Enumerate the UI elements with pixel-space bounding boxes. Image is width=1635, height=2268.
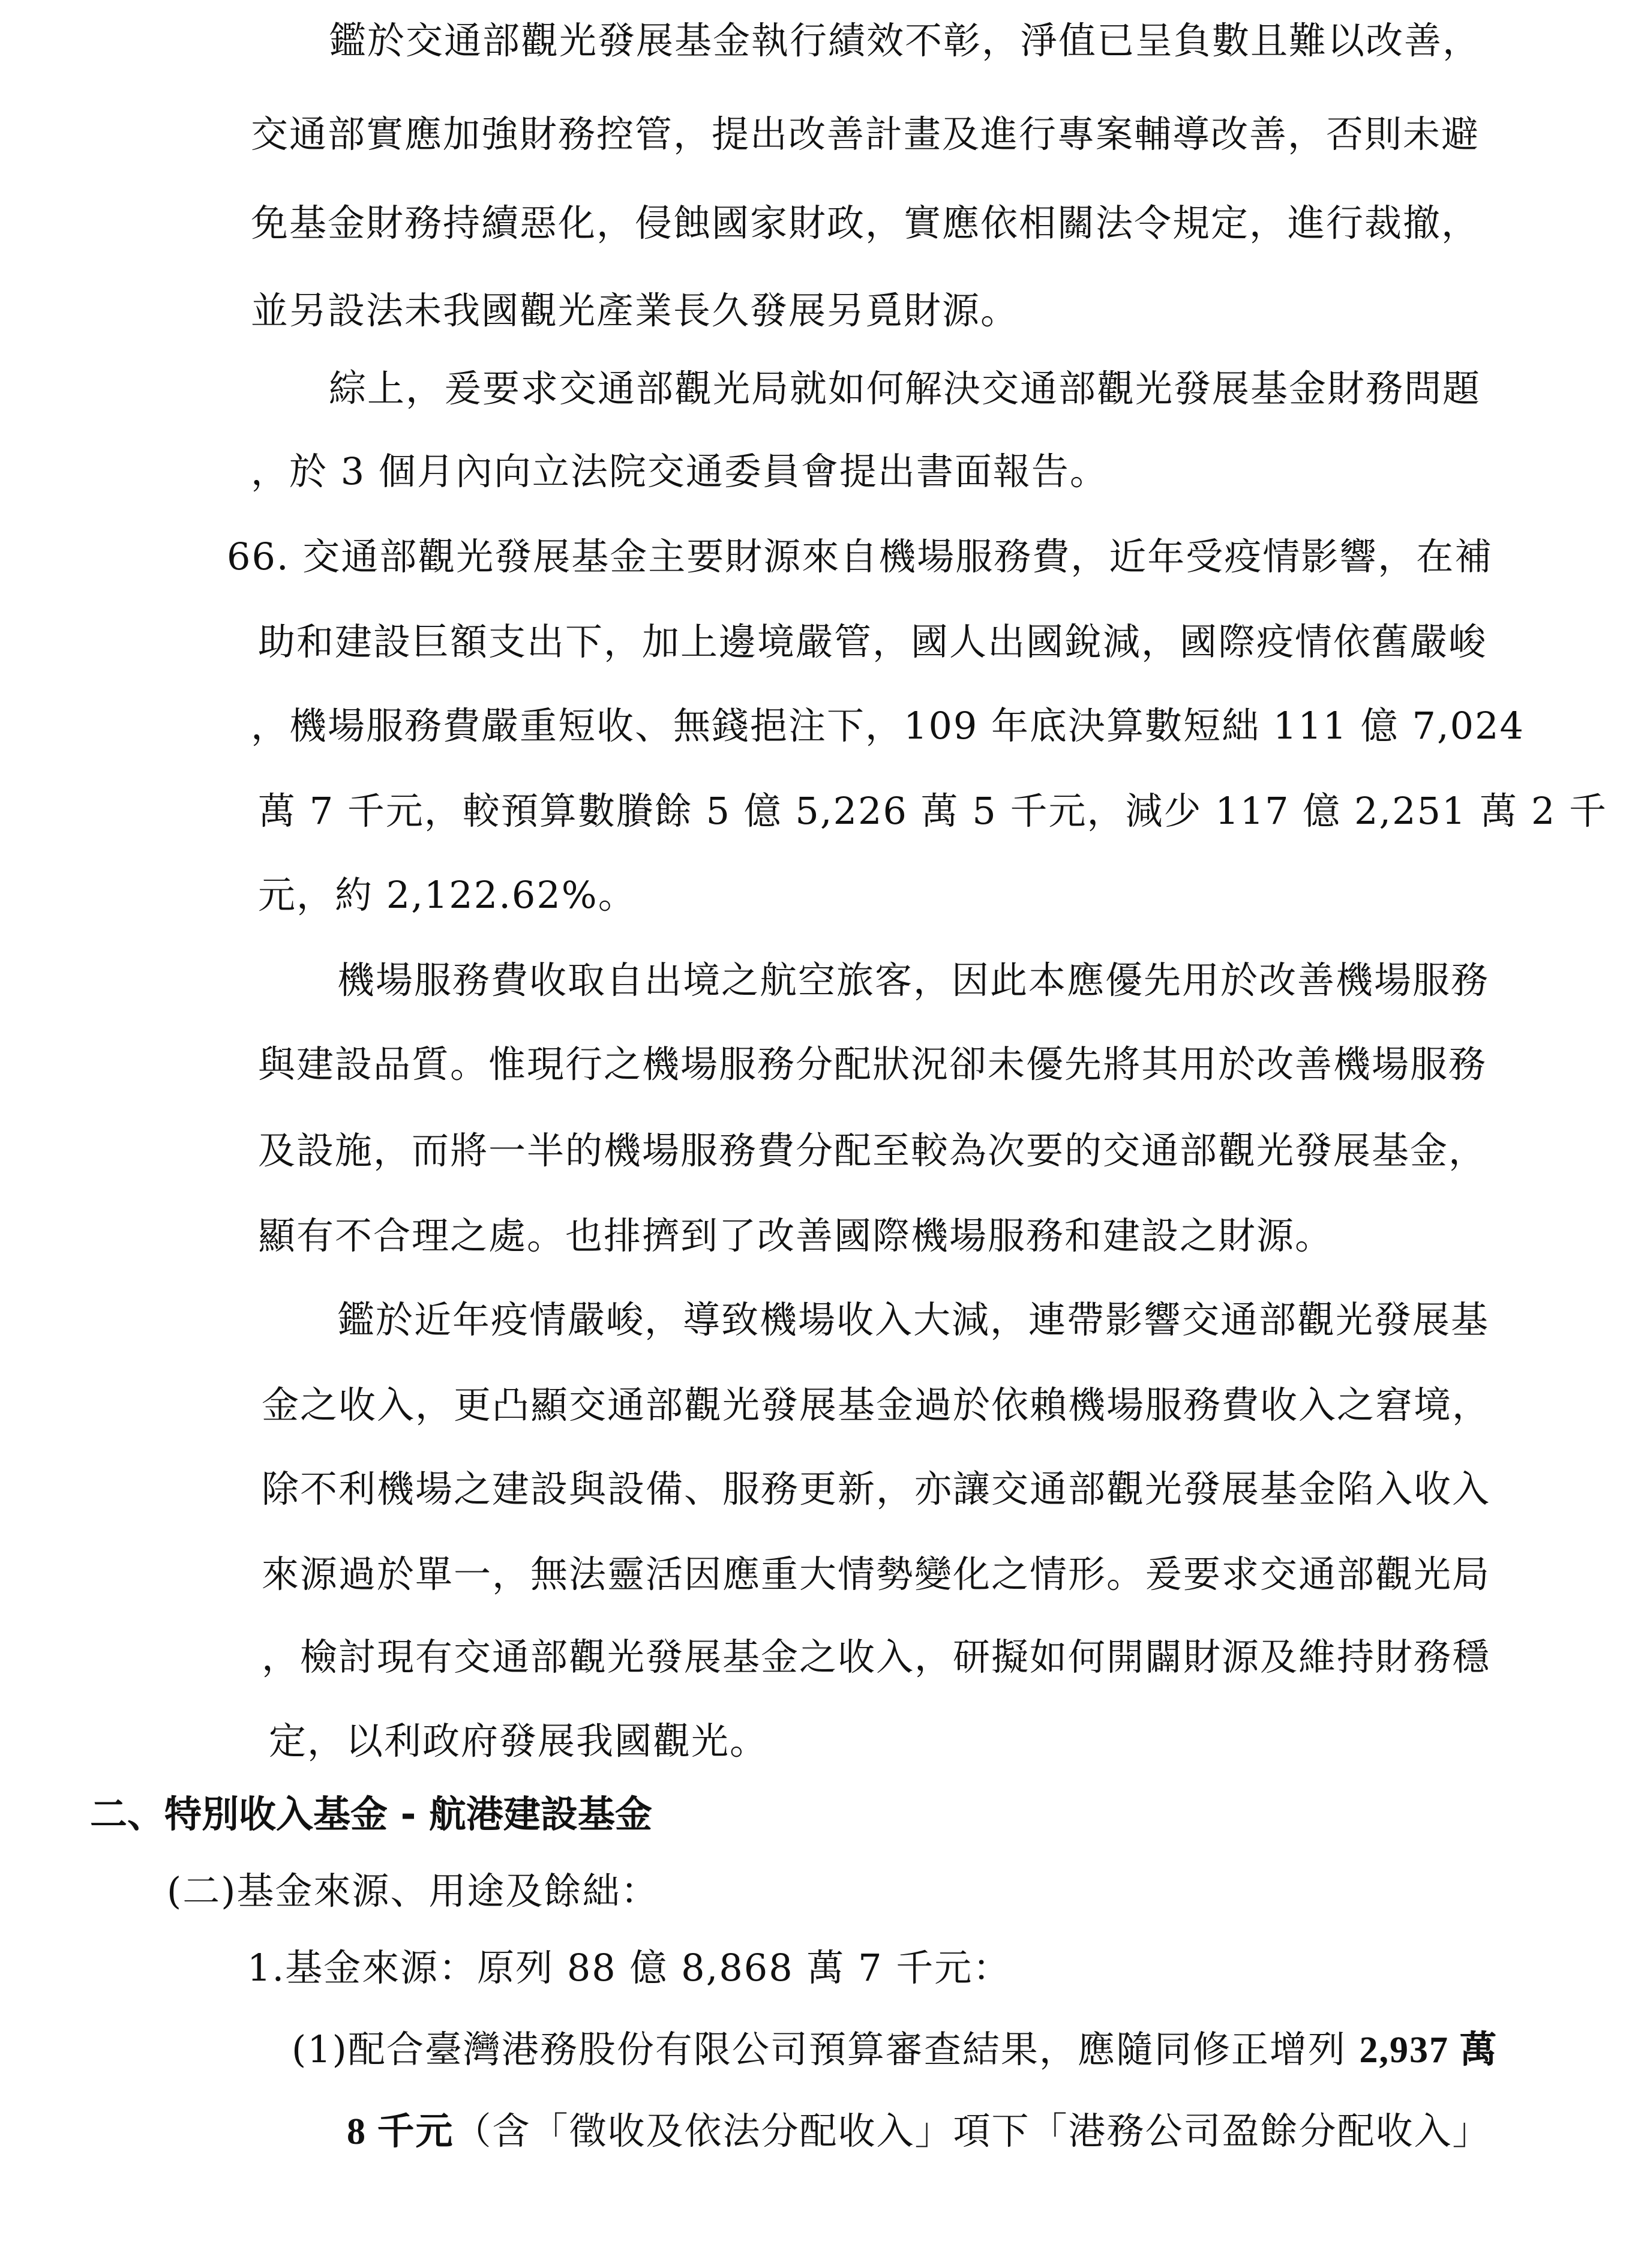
item-1-fund-source: 1.基金來源：原列 88 億 8,868 萬 7 千元：	[247, 1946, 1012, 1990]
p4-line-1: 機場服務費收取自出境之航空旅客，因此本應優先用於改善機場服務	[337, 958, 1490, 1002]
p5-line-5: ，檢討現有交通部觀光發展基金之收入，研擬如何開闢財源及維持財務穩	[262, 1635, 1491, 1679]
p5-line-3: 除不利機場之建設與設備、服務更新，亦讓交通部觀光發展基金陷入收入	[262, 1467, 1491, 1511]
p4-line-3: 及設施，而將一半的機場服務費分配至較為次要的交通部觀光發展基金，	[258, 1129, 1487, 1172]
p3-line-5: 元，約 2,122.62%。	[258, 873, 637, 917]
item-1-sub-1-amount: 2,937 萬	[1359, 2030, 1498, 2071]
item-1-sub-1-text: (1)配合臺灣港務股份有限公司預算審查結果，應隨同修正增列	[292, 2027, 1360, 2071]
p2-line-2: ，於 3 個月內向立法院交通委員會提出書面報告。	[251, 449, 1108, 493]
subsection-title: (二)基金來源、用途及餘絀：	[167, 1869, 659, 1913]
p4-line-4: 顯有不合理之處。也排擠到了改善國際機場服務和建設之財源。	[258, 1214, 1334, 1258]
p1-line-1: 鑑於交通部觀光發展基金執行績效不彰，淨值已呈負數且難以改善，	[329, 19, 1481, 62]
section-heading: 二、特別收入基金 - 航港建設基金	[90, 1792, 652, 1836]
item-1-sub-1-line-1	[292, 2026, 1498, 2074]
p1-line-2: 交通部實應加強財務控管，提出改善計畫及進行專案輔導改善，否則未避	[251, 112, 1480, 156]
p2-line-1: 綜上，爰要求交通部觀光局就如何解決交通部觀光發展基金財務問題	[329, 367, 1481, 410]
p3-line-3: ，機場服務費嚴重短收、無錢挹注下，109 年底決算數短絀 111 億 7,024	[251, 704, 1525, 748]
item-1-sub-1-text-cont: （含「徵收及依法分配收入」項下「港務公司盈餘分配收入」	[454, 2109, 1491, 2153]
p3-line-2: 助和建設巨額支出下，加上邊境嚴管，國人出國銳減，國際疫情依舊嚴峻	[258, 620, 1487, 664]
p4-line-2: 與建設品質。惟現行之機場服務分配狀況卻未優先將其用於改善機場服務	[258, 1042, 1487, 1086]
p5-line-6: 定，以利政府發展我國觀光。	[269, 1719, 769, 1763]
p1-line-3: 免基金財務持續惡化，侵蝕國家財政，實應依相關法令規定，進行裁撤，	[251, 201, 1480, 245]
p3-line-4: 萬 7 千元，較預算數賸餘 5 億 5,226 萬 5 千元，減少 117 億 2,251 萬 2 千	[258, 789, 1608, 833]
item-1-sub-1-amount-cont: 8 千元	[347, 2111, 454, 2152]
p3-line-1: 66. 交通部觀光發展基金主要財源來自機場服務費，近年受疫情影響，在補	[227, 535, 1493, 578]
item-1-sub-1-line-2	[347, 2107, 1491, 2156]
p1-line-4: 並另設法未我國觀光產業長久發展另覓財源。	[251, 289, 1019, 332]
p5-line-4: 來源過於單一，無法靈活因應重大情勢變化之情形。爰要求交通部觀光局	[262, 1552, 1491, 1596]
p5-line-1: 鑑於近年疫情嚴峻，導致機場收入大減，連帶影響交通部觀光發展基	[337, 1298, 1490, 1342]
p5-line-2: 金之收入，更凸顯交通部觀光發展基金過於依賴機場服務費收入之窘境，	[262, 1383, 1491, 1427]
